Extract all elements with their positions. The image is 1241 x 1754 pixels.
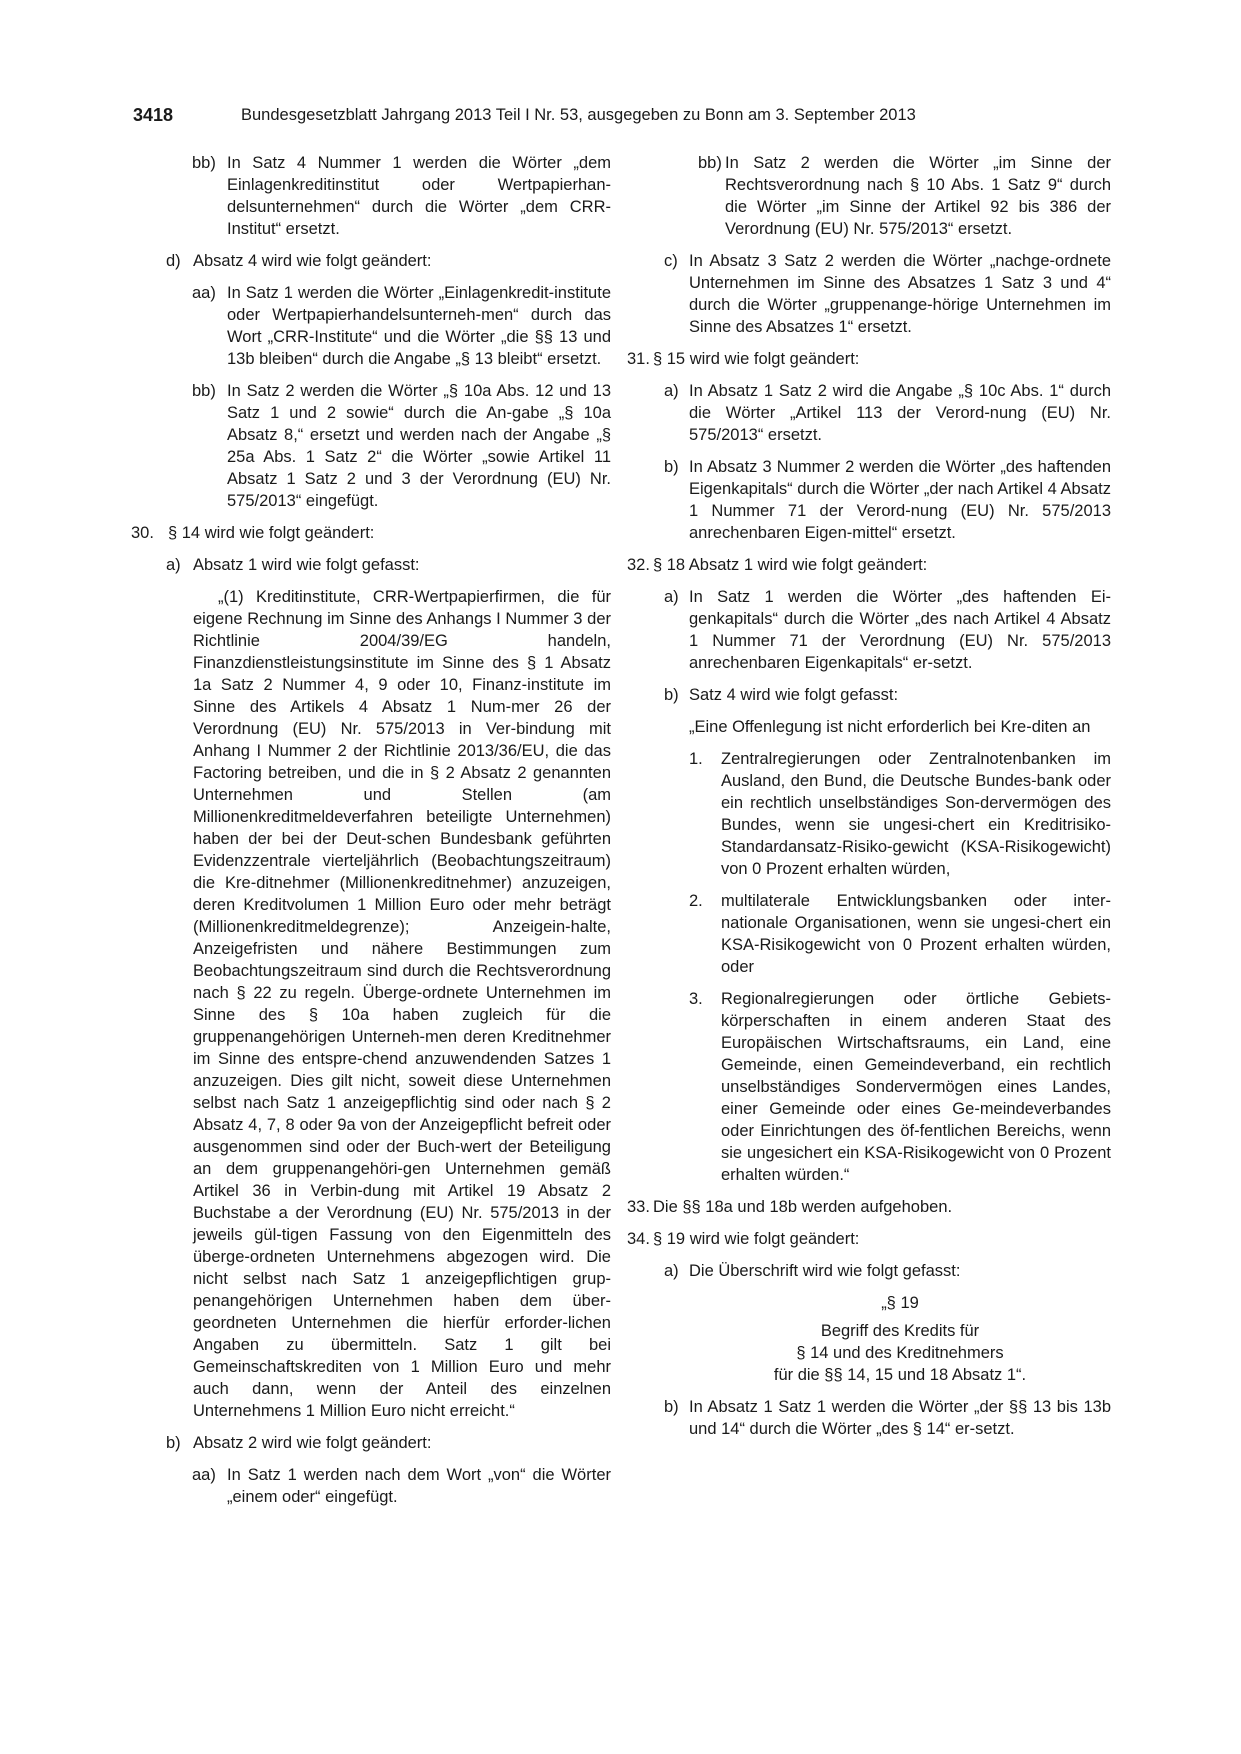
list-item <box>627 348 1111 370</box>
list-item <box>627 890 1111 978</box>
item-marker: 33. <box>627 1198 650 1216</box>
item-text: In Satz 4 Nummer 1 werden die Wörter „dem Einlagenkreditinstitut oder Wertpapierhan-delsunternehmen“ durch die Wörter „dem CRR-Institut“ ersetzt. <box>227 154 611 238</box>
list-item <box>627 1260 1111 1282</box>
item-text: Die Überschrift wird wie folgt gefasst: <box>689 1262 961 1280</box>
item-marker: aa) <box>192 1466 216 1484</box>
item-marker: a) <box>664 588 679 606</box>
item-text: Satz 4 wird wie folgt gefasst: <box>689 686 899 704</box>
item-marker: 2. <box>689 892 703 910</box>
item-marker: d) <box>166 252 181 270</box>
item-text: Absatz 1 wird wie folgt gefasst: <box>193 556 420 574</box>
list-item <box>627 456 1111 544</box>
list-item <box>627 748 1111 880</box>
left-column <box>131 152 611 1508</box>
item-text: In Absatz 3 Nummer 2 werden die Wörter „des haftenden Eigenkapitals“ durch die Wörter „der nach Artikel 4 Absatz 1 Nummer 71 der Verord-nung (EU) Nr. 575/2013 anrechenbaren Eigen-mittel“ ersetzt. <box>689 458 1111 542</box>
item-text: § 19 wird wie folgt geändert: <box>653 1230 860 1248</box>
item-text: multilaterale Entwicklungsbanken oder inter-nationale Organisationen, wenn sie ungesi-chert ein KSA-Risikogewicht von 0 Prozent erhalten würden, oder <box>721 892 1111 976</box>
item-text: In Satz 2 werden die Wörter „im Sinne der Rechtsverordnung nach § 10 Abs. 1 Satz 9“ durch die Wörter „im Sinne der Artikel 92 bis 386 der Verordnung (EU) Nr. 575/2013“ ersetzt. <box>725 154 1111 238</box>
item-marker: bb) <box>192 154 216 172</box>
item-marker: b) <box>166 1434 181 1452</box>
list-item <box>627 1228 1111 1250</box>
list-item <box>131 380 611 512</box>
item-text: In Satz 2 werden die Wörter „§ 10a Abs. 12 und 13 Satz 1 und 2 sowie“ durch die An-gabe „§ 10a Absatz 8,“ ersetzt und werden nach der Angabe „§ 25a Abs. 1 Satz 2“ die Wörter „sowie Artikel 11 Absatz 1 Satz 2 und 3 der Verordnung (EU) Nr. 575/2013“ eingefügt. <box>227 382 611 510</box>
list-item <box>131 152 611 240</box>
item-marker: bb) <box>698 154 722 172</box>
list-item <box>627 380 1111 446</box>
item-text: Absatz 2 wird wie folgt geändert: <box>193 1434 432 1452</box>
list-item <box>627 554 1111 576</box>
page-number: 3418 <box>133 105 174 125</box>
item-marker: b) <box>664 1398 679 1416</box>
item-text: Zentralregierungen oder Zentralnotenbanken im Ausland, den Bund, die Deutsche Bundes-bank oder ein rechtlich unselbständiges Son-dervermögen des Bundes, wenn sie ungesi-chert ein Kreditrisiko-Standardansatz-Risiko-gewicht (KSA-Risikogewicht) von 0 Prozent erhalten würden, <box>721 750 1111 878</box>
item-text: In Absatz 3 Satz 2 werden die Wörter „nachge-ordnete Unternehmen im Sinne des Absatzes 1 Satz 3 und 4“ durch die Wörter „gruppenange-hörige Unternehmen im Sinne des Absatzes 1“ ersetzt. <box>689 252 1111 336</box>
section-heading <box>627 1292 1111 1386</box>
item-marker: b) <box>664 686 679 704</box>
list-item <box>627 152 1111 240</box>
item-marker: 32. <box>627 556 650 574</box>
item-text: In Absatz 1 Satz 2 wird die Angabe „§ 10c Abs. 1“ durch die Wörter „Artikel 113 der Verord-nung (EU) Nr. 575/2013“ ersetzt. <box>689 382 1111 444</box>
item-marker: 31. <box>627 350 650 368</box>
page-header <box>133 103 1023 129</box>
list-item <box>131 1432 611 1454</box>
section-heading-title-line: für die §§ 14, 15 und 18 Absatz 1“. <box>773 1366 1027 1384</box>
item-text: In Satz 1 werden nach dem Wort „von“ die Wörter „einem oder“ eingefügt. <box>227 1466 611 1506</box>
item-text: Absatz 4 wird wie folgt geändert: <box>193 252 432 270</box>
quoted-paragraph: „(1) Kreditinstitute, CRR-Wertpapierfirmen, die für eigene Rechnung im Sinne des Anhangs I Nummer 3 der Richtlinie 2004/39/EG handeln, Finanzdienstleistungsinstitute im Sinne des § 1 Absatz 1a Satz 2 Nummer 4, 9 oder 10, Finanz-institute im Sinne des Artikels 4 Absatz 1 Num-mer 26 der Verordnung (EU) Nr. 575/2013 in Ver-bindung mit Anhang I Nummer 2 der Richtlinie 2013/36/EU, die das Factoring betreiben, und die in § 2 Absatz 2 genannten Unternehmen und Stellen (am Millionenkreditmeldeverfahren beteiligte Unternehmen) haben der bei der Deut-schen Bundesbank geführten Evidenzzentrale vierteljährlich (Beobachtungszeitraum) die Kre-ditnehmer (Millionenkreditnehmer) anzuzeigen, deren Kreditvolumen 1 Million Euro oder mehr beträgt (Millionenkreditmeldegrenze); Anzeigein-halte, Anzeigefristen und nähere Bestimmungen zum Beobachtungszeitraum sind durch die Rechtsverordnung nach § 22 zu regeln. Überge-ordnete Unternehmen im Sinne des § 10a haben zugleich für die gruppenangehörigen Unterneh-men deren Kreditnehmer im Sinne des entspre-chend anzuwendenden Satzes 1 anzuzeigen. Dies gilt nicht, soweit diese Unternehmen selbst nach Satz 1 anzeigepflichtig sind oder nach § 2 Absatz 4, 7, 8 oder 9a von der Anzeigepflicht befreit oder ausgenommen sind oder der Buch-wert der Beteiligung an dem gruppenangehöri-gen Unternehmen gemäß Artikel 36 in Verbin-dung mit Artikel 19 Absatz 2 Buchstabe a der Verordnung (EU) Nr. 575/2013 in der jeweils gül-tigen Fassung von den Eigenmitteln des überge-ordneten Unternehmens abgezogen wird. Die nicht selbst nach Satz 1 anzeigepflichtigen grup-penangehörigen Unternehmen haben dem über-geordneten Unternehmen die hierfür erforder-lichen Angaben zu übermitteln. Satz 1 gilt bei Gemeinschaftskrediten von 1 Million Euro und mehr auch dann, wenn der Anteil des einzelnen Unternehmens 1 Million Euro nicht erreicht.“ <box>193 588 611 1420</box>
item-marker: c) <box>664 252 678 270</box>
list-item <box>131 1464 611 1508</box>
list-item <box>627 250 1111 338</box>
page-header-title: Bundesgesetzblatt Jahrgang 2013 Teil I Nr. 53, ausgegeben zu Bonn am 3. September 2013 <box>241 106 916 124</box>
item-marker: 30. <box>131 524 154 542</box>
item-text: Regionalregierungen oder örtliche Gebiets-körperschaften in einem anderen Staat des Europäischen Wirtschaftsraums, ein Land, eine Gemeinde, einen Gemeindeverband, ein rechtlich unselbständiges Sondervermögen eines Landes, einer Gemeinde oder eines Ge-meindeverbandes oder Einrichtungen des öf-fentlichen Bereichs, wenn sie ungesichert ein KSA-Risikogewicht von 0 Prozent erhalten würden.“ <box>721 990 1111 1184</box>
list-item <box>627 586 1111 674</box>
section-heading-title-line: Begriff des Kredits für <box>820 1322 980 1340</box>
item-marker: 3. <box>689 990 703 1008</box>
item-marker: b) <box>664 458 679 476</box>
list-item <box>131 282 611 370</box>
list-item <box>131 250 611 272</box>
item-marker: 1. <box>689 750 703 768</box>
item-text: In Absatz 1 Satz 1 werden die Wörter „der §§ 13 bis 13b und 14“ durch die Wörter „des § 14“ er-setzt. <box>689 1398 1111 1438</box>
item-text: § 15 wird wie folgt geändert: <box>653 350 860 368</box>
section-heading-number: „§ 19 <box>881 1294 919 1312</box>
item-marker: aa) <box>192 284 216 302</box>
item-marker: bb) <box>192 382 216 400</box>
item-text: § 18 Absatz 1 wird wie folgt geändert: <box>653 556 928 574</box>
list-item <box>627 684 1111 706</box>
item-text: Die §§ 18a und 18b werden aufgehoben. <box>653 1198 953 1216</box>
item-marker: a) <box>166 556 181 574</box>
list-item <box>627 988 1111 1186</box>
item-marker: a) <box>664 1262 679 1280</box>
item-text: § 14 wird wie folgt geändert: <box>168 524 375 542</box>
list-item <box>627 1196 1111 1218</box>
list-item <box>131 522 611 544</box>
section-heading-title-line: § 14 und des Kreditnehmers <box>796 1344 1004 1362</box>
item-marker: 34. <box>627 1230 650 1248</box>
list-item <box>627 1396 1111 1440</box>
item-text: In Satz 1 werden die Wörter „des haftenden Ei-genkapitals“ durch die Wörter „des nach Artikel 4 Absatz 1 Nummer 71 der Verordnung (EU) Nr. 575/2013 anrechenbaren Eigenkapitals“ er-setzt. <box>689 588 1111 672</box>
list-item <box>131 554 611 576</box>
right-column <box>627 152 1111 1440</box>
quoted-paragraph: „Eine Offenlegung ist nicht erforderlich bei Kre-diten an <box>689 718 1091 736</box>
item-text: In Satz 1 werden die Wörter „Einlagenkredit-institute oder Wertpapierhandelsunterneh-men“ durch das Wort „CRR-Institute“ und die Wörter „die §§ 13 und 13b bleiben“ durch die Angabe „§ 13 bleibt“ ersetzt. <box>227 284 611 368</box>
item-marker: a) <box>664 382 679 400</box>
